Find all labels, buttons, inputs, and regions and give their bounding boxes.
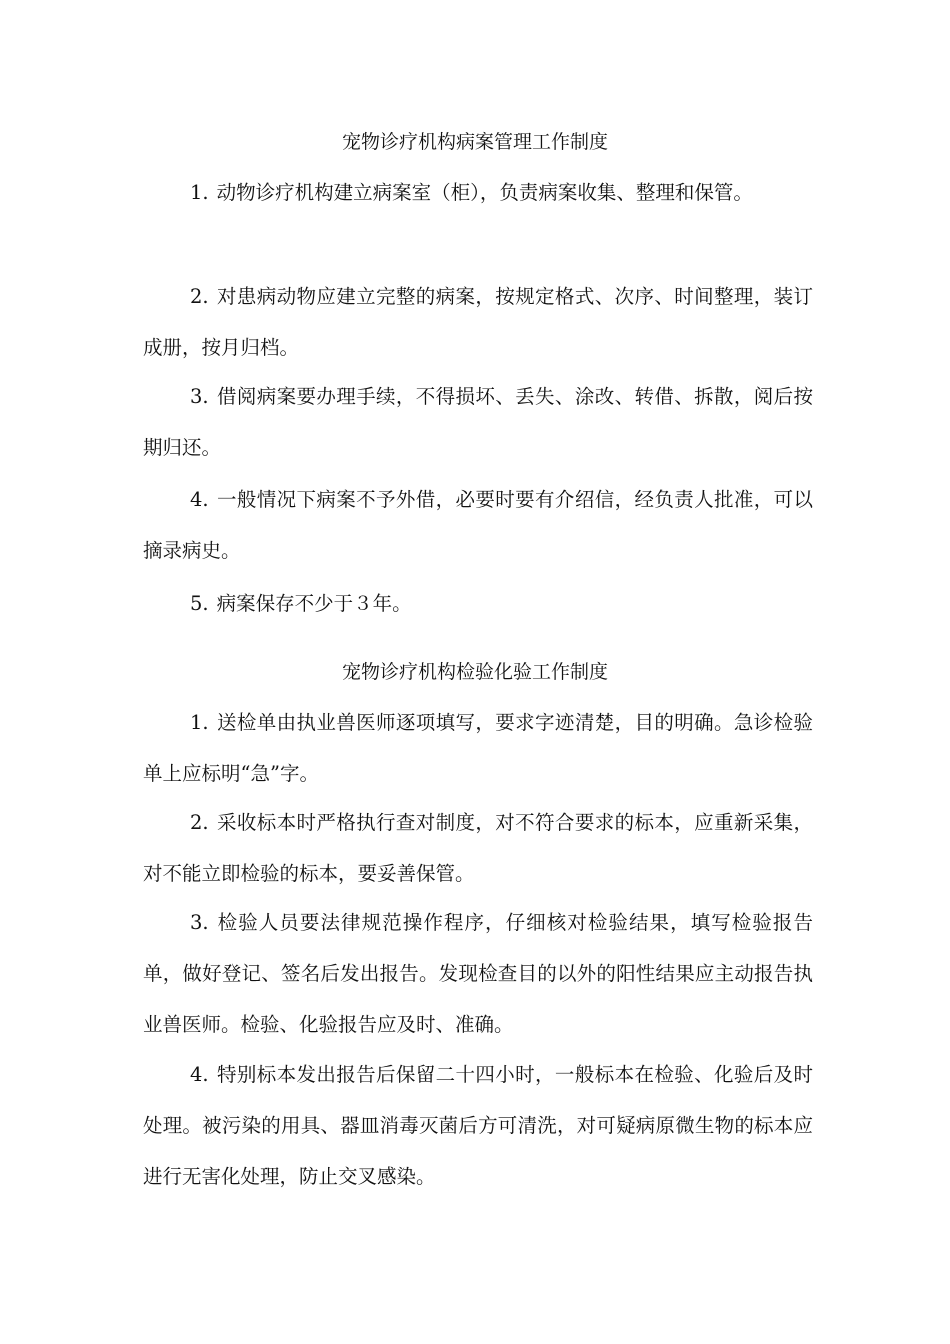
item-text: 特别标本发出报告后保留二十四小时，一般标本在检验、化验后及时处理。被污染的用具、器皿消毒灭菌后方可清洗，对可疑病原微生物的标本应进行无害化处理，防止交叉感染。 (143, 1063, 813, 1188)
item-number: 5. (190, 592, 209, 615)
list-item (143, 578, 813, 629)
list-item (143, 371, 813, 473)
item-number: 1. (190, 711, 209, 734)
item-text: 送检单由执业兽医师逐项填写，要求字迹清楚，目的明确。急诊检验单上应标明“急”字。 (143, 711, 813, 785)
list-item (143, 897, 813, 1050)
list-item (143, 1049, 813, 1202)
item-number: 4. (190, 488, 209, 511)
item-text: 采收标本时严格执行查对制度，对不符合要求的标本，应重新采集，对不能立即检验的标本，要妥善保管。 (143, 811, 813, 885)
item-number: 2. (190, 285, 209, 308)
list-item (143, 474, 813, 576)
item-number: 1. (190, 181, 209, 204)
item-text: 一般情况下病案不予外借，必要时要有介绍信，经负责人批准，可以摘录病史。 (143, 488, 813, 562)
item-number: 3. (190, 385, 209, 408)
list-item (143, 167, 813, 218)
item-text: 对患病动物应建立完整的病案，按规定格式、次序、时间整理，装订成册，按月归档。 (143, 285, 813, 359)
section-title: 宠物诊疗机构检验化验工作制度 (341, 661, 608, 683)
item-text: 病案保存不少于３年。 (216, 592, 412, 615)
item-text: 借阅病案要办理手续，不得损坏、丢失、涂改、转借、拆散，阅后按期归还。 (143, 385, 813, 459)
item-text: 动物诊疗机构建立病案室（柜），负责病案收集、整理和保管。 (216, 181, 753, 204)
list-item (143, 797, 813, 899)
section-title: 宠物诊疗机构病案管理工作制度 (341, 131, 608, 153)
item-number: 3. (190, 911, 209, 934)
item-text: 检验人员要法律规范操作程序，仔细核对检验结果，填写检验报告单，做好登记、签名后发出报告。发现检查目的以外的阳性结果应主动报告执业兽医师。检验、化验报告应及时、准确。 (143, 911, 813, 1036)
list-item (143, 697, 813, 799)
item-number: 2. (190, 811, 209, 834)
item-number: 4. (190, 1063, 209, 1086)
list-item (143, 271, 813, 373)
